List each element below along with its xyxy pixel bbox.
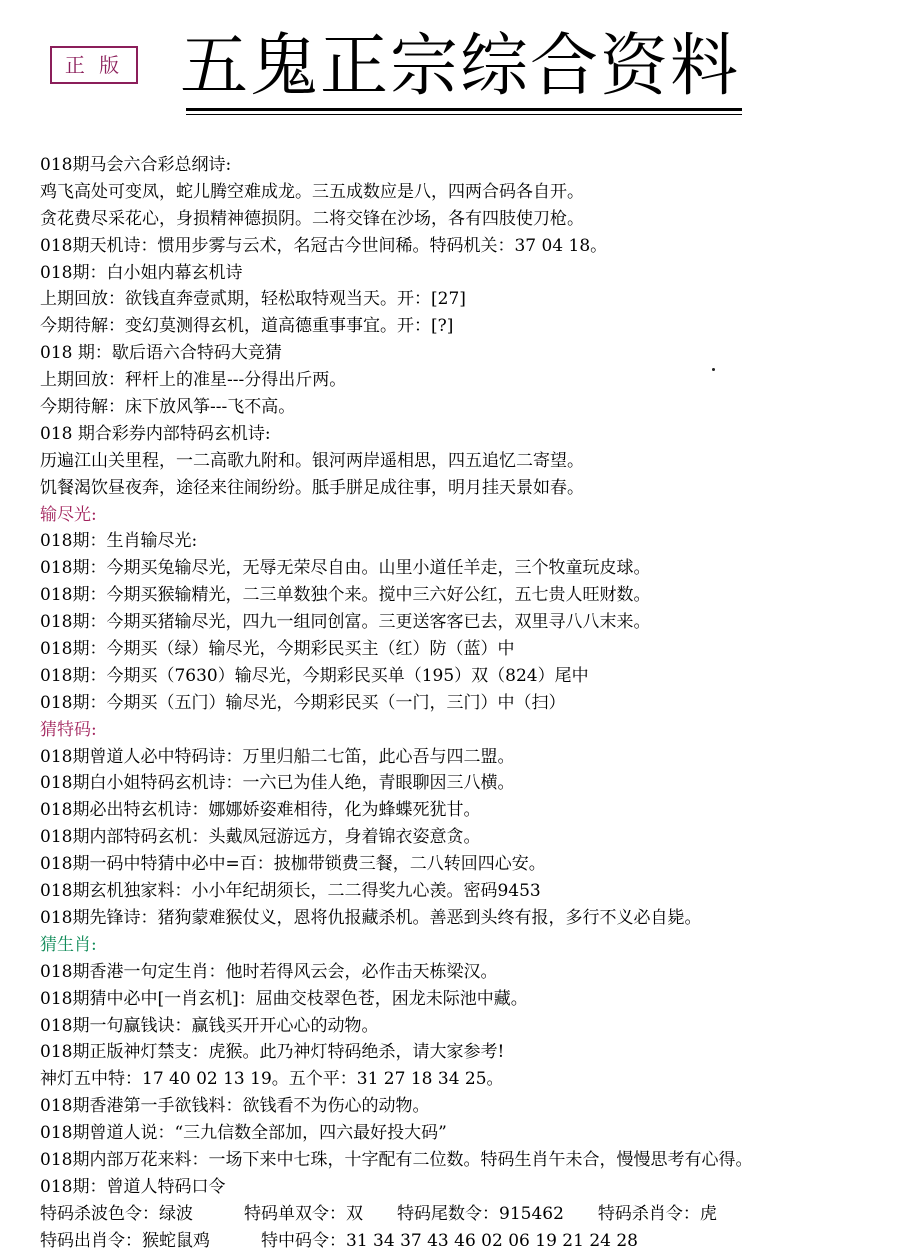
section-heading: 输尽光: (40, 504, 97, 525)
text-line: 018期：今期买兔输尽光，无辱无荣尽自由。山里小道任羊走，三个牧童玩皮球。 (40, 558, 651, 579)
page-title: 五鬼正宗综合资料 (180, 27, 741, 106)
text-line: 今期待解：变幻莫测得玄机，道高德重事事宜。开：[?] (40, 316, 454, 337)
title-underline-thin (186, 114, 742, 115)
official-version-stamp: 正 版 (50, 46, 138, 84)
text-line: 上期回放：秤杆上的准星---分得出斤两。 (40, 370, 347, 391)
text-line: 018期：今期买猪输尽光，四九一组同创富。三更送客客已去，双里寻八八末来。 (40, 612, 651, 633)
text-line: 018期曾道人必中特码诗：万里归船二七笛，此心吾与四二盟。 (40, 746, 515, 767)
text-line: 018期猜中必中[一肖玄机]：屈曲交枝翠色苍，困龙未际池中藏。 (40, 988, 528, 1009)
text-line: 018期必出特玄机诗：娜娜娇姿难相待，化为蜂蝶死犹甘。 (40, 800, 481, 821)
text-line: 018期香港一句定生肖：他时若得风云会，必作击天栋梁汉。 (40, 961, 498, 982)
text-line: 018期：今期买（绿）输尽光，今期彩民买主（红）防（蓝）中 (40, 639, 515, 660)
text-line: 018期：今期买（五门）输尽光，今期彩民买（一门，三门）中（扫） (40, 692, 566, 713)
text-line: 018期曾道人说：“三九信数全部加，四六最好投大码” (40, 1123, 447, 1144)
text-line: 上期回放：欲钱直奔壹贰期，轻松取特观当天。开：[27] (40, 289, 466, 310)
text-line: 018期：今期买猴输精光，二三单数独个来。搅中三六好公红，五七贵人旺财数。 (40, 585, 651, 606)
text-line: 贪花费尽采花心，身损精神德损阴。二将交锋在沙场，各有四肢使刀枪。 (40, 208, 584, 229)
text-line: 018期玄机独家料：小小年纪胡须长，二二得奖九心羡。密码9453 (40, 881, 541, 902)
text-line: 018期一句赢钱诀：赢钱买开开心心的动物。 (40, 1015, 379, 1036)
text-line: 018期内部特码玄机：头戴凤冠游远方，身着锦衣姿意贪。 (40, 827, 481, 848)
text-line: 018期天机诗：惯用步雾与云术，名冠古今世间稀。特码机关：37 04 18。 (40, 235, 608, 256)
text-line: 018 期合彩券内部特码玄机诗: (40, 423, 271, 444)
section-heading: 猜生肖: (40, 934, 97, 955)
text-line: 鸡飞高处可变凤，蛇儿腾空难成龙。三五成数应是八，四两合码各自开。 (40, 181, 584, 202)
text-line: 018期：生肖输尽光: (40, 531, 198, 552)
text-line: 018期：白小姐内幕玄机诗 (40, 262, 243, 283)
text-line: 特码杀波色令：绿波 特码单双令：双 特码尾数令：915462 特码杀肖令：虎 (40, 1203, 717, 1224)
text-line: 饥餐渴饮昼夜奔，途径来往闹纷纷。胝手胼足成往事，明月挂天景如春。 (40, 477, 584, 498)
title-underline (186, 108, 742, 111)
text-line: 018期白小姐特码玄机诗：一六已为佳人绝，青眼聊因三八横。 (40, 773, 515, 794)
text-line: 今期待解：床下放风筝---飞不高。 (40, 397, 296, 418)
text-line: 特码出肖令：猴蛇鼠鸡 特中码令：31 34 37 43 46 02 06 19 21 24 28 (40, 1230, 638, 1251)
text-line: 018期：今期买（7630）输尽光，今期彩民买单（195）双（824）尾中 (40, 665, 589, 686)
text-line: 018期香港第一手欲钱料：欲钱看不为伤心的动物。 (40, 1096, 430, 1117)
text-line: 018 期：歇后语六合特码大竞猜 (40, 343, 282, 364)
text-line: 历遍江山关里程，一二高歌九附和。银河两岸遥相思，四五追忆二寄望。 (40, 450, 584, 471)
section-heading: 猜特码: (40, 719, 97, 740)
text-line: 神灯五中特：17 40 02 13 19。五个平：31 27 18 34 25。 (40, 1069, 504, 1090)
text-line: 018期先锋诗：猪狗蒙难猴仗义，恩将仇报藏杀机。善恶到头终有报，多行不义必自毙。 (40, 907, 702, 928)
text-line: 018期正版神灯禁支：虎猴。此乃神灯特码绝杀，请大家参考! (40, 1042, 505, 1063)
text-line: 018期一码中特猜中必中=百：披枷带锁费三餐，二八转回四心安。 (40, 854, 546, 875)
text-line: 018期内部万花来料：一场下来中七珠，十字配有二位数。特码生肖午未合，慢慢思考有心得。 (40, 1149, 753, 1170)
text-line: 018期马会六合彩总纲诗: (40, 155, 232, 175)
text-line: 018期：曾道人特码口令 (40, 1176, 226, 1197)
document-body (40, 152, 890, 1255)
